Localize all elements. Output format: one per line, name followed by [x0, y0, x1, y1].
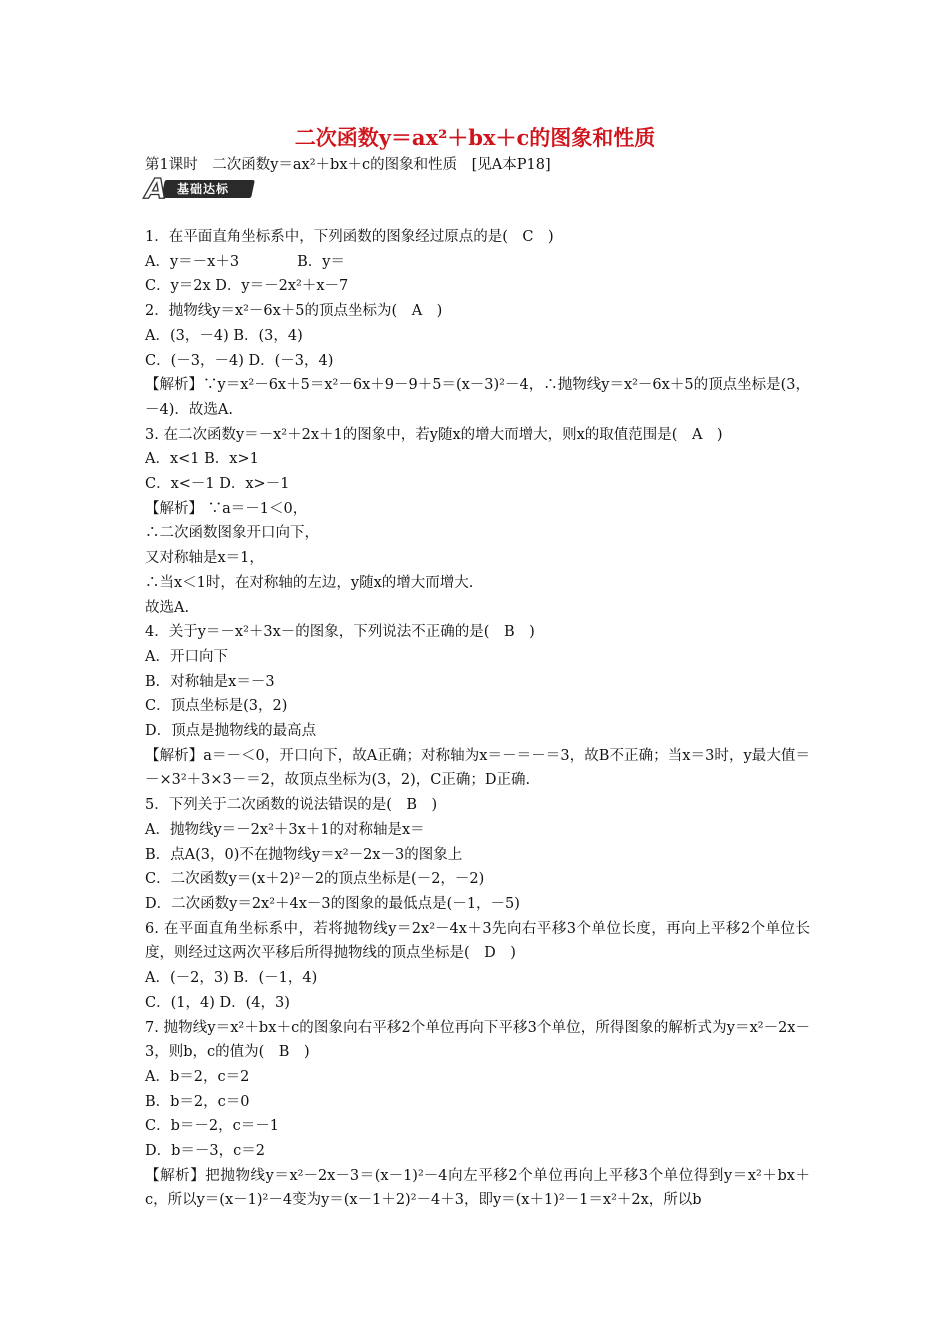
- basic-practice-badge: [145, 172, 253, 205]
- text-line: 【解析】∵y＝x²－6x＋5＝x²－6x＋9－9＋5＝(x－3)²－4，∴抛物线y＝x²－6x＋5的顶点坐标是(3，－4)．故选A.: [145, 377, 810, 418]
- text-line: A．开口向下: [145, 648, 228, 665]
- page-title: 二次函数y＝ax²＋bx＋c的图象和性质: [294, 125, 656, 150]
- text-line: 7. 抛物线y＝x²＋bx＋c的图象向右平移2个单位再向下平移3个单位，所得图象的解析式为y＝x²－2x－3，则b，c的值为( B ): [145, 1019, 810, 1061]
- text-line: C．b＝－2，c＝－1: [145, 1118, 279, 1135]
- text-line: B．点A(3，0)不在抛物线y＝x²－2x－3的图象上: [145, 846, 463, 863]
- text-line: ∴二次函数图象开口向下，: [145, 525, 319, 542]
- text-line: 【解析】a＝－＜0，开口向下，故A正确；对称轴为x＝－＝－＝3，故B不正确；当x＝3时，y最大值＝－×3²＋3×3－＝2，故顶点坐标为(3，2)，C正确；D正确.: [145, 747, 810, 789]
- text-line: 5．下列关于二次函数的说法错误的是( B ): [145, 797, 438, 814]
- text-line: A．(－2，3) B．(－1，4): [145, 970, 318, 987]
- text-line: A．y＝－x＋3 B．y＝: [145, 253, 345, 270]
- text-line: D．b＝－3，c＝2: [145, 1143, 265, 1160]
- text-line: D．顶点是抛物线的最高点: [145, 723, 317, 740]
- text-line: 【解析】把抛物线y＝x²－2x－3＝(x－1)²－4向左平移2个单位再向上平移3个单位得到y＝x²＋bx＋c，所以y＝(x－1)²－4变为y＝(x－1＋2)²－4＋3，即y＝(x＋1)²－1＝x²＋2x，所以b: [145, 1167, 810, 1209]
- lesson-subtitle: 第1课时 二次函数y＝ax²＋bx＋c的图象和性质 [见A本P18]: [145, 157, 551, 173]
- badge-letter-icon: A: [145, 172, 167, 205]
- text-line: C．(1，4) D．(4，3): [145, 994, 290, 1011]
- text-line: 又对称轴是x＝1，: [145, 550, 264, 567]
- text-line: ∴当x＜1时，在对称轴的左边，y随x的增大而增大.: [145, 574, 474, 591]
- text-line: C．顶点坐标是(3，2): [145, 698, 288, 715]
- text-line: C．(－3，－4) D．(－3，4): [145, 352, 334, 369]
- text-line: A．x<1 B．x>1: [145, 451, 259, 468]
- text-line: 【解析】 ∵a＝－1＜0，: [145, 500, 308, 517]
- text-line: 2．抛物线y＝x²－6x＋5的顶点坐标为( A ): [145, 303, 443, 320]
- text-line: A．(3，－4) B．(3，4): [145, 327, 303, 344]
- badge-label: 基础达标: [177, 182, 230, 196]
- text-line: D．二次函数y＝2x²＋4x－3的图象的最低点是(－1，－5): [145, 895, 520, 912]
- exercise-content: [145, 225, 810, 1213]
- text-line: 4．关于y＝－x²＋3x－的图象，下列说法不正确的是( B ): [145, 624, 535, 641]
- text-line: 6. 在平面直角坐标系中，若将抛物线y＝2x²－4x＋3先向右平移3个单位长度，再向上平移2个单位长度，则经过这两次平移后所得抛物线的顶点坐标是( D ): [145, 920, 810, 962]
- text-line: 3. 在二次函数y＝－x²＋2x＋1的图象中，若y随x的增大而增大，则x的取值范围是( A ): [145, 426, 723, 443]
- badge-bar: [161, 180, 255, 198]
- text-line: 故选A.: [145, 599, 190, 616]
- text-line: B．对称轴是x＝－3: [145, 673, 275, 690]
- text-line: C．y＝2x D．y＝－2x²＋x－7: [145, 278, 349, 295]
- text-line: B．b＝2，c＝0: [145, 1093, 250, 1110]
- text-line: 1．在平面直角坐标系中，下列函数的图象经过原点的是( C ): [145, 229, 554, 245]
- text-line: A．b＝2，c＝2: [145, 1068, 250, 1085]
- text-line: A．抛物线y＝－2x²＋3x＋1的对称轴是x＝: [145, 821, 425, 838]
- text-line: C．x<－1 D．x>－1: [145, 476, 290, 493]
- text-line: C．二次函数y＝(x＋2)²－2的顶点坐标是(－2，－2): [145, 871, 485, 888]
